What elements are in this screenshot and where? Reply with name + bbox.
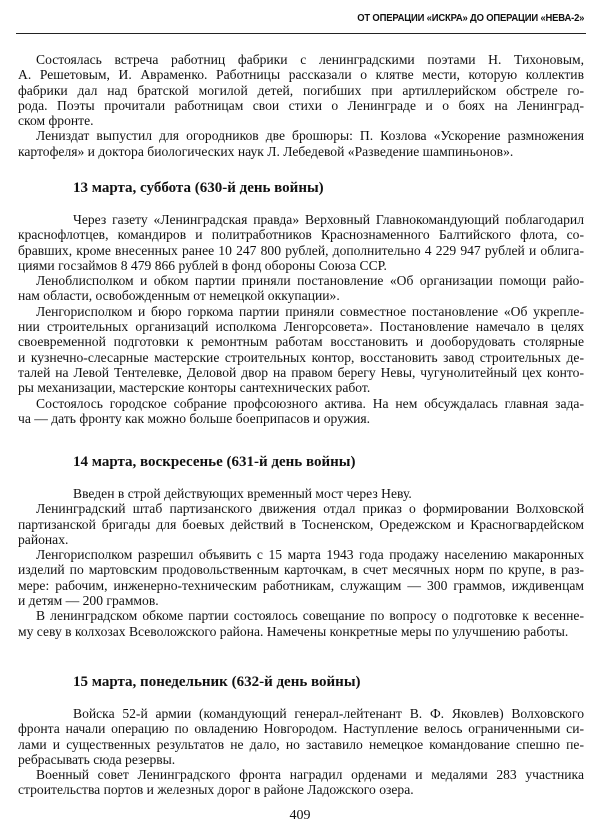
text-line: Ленгорисполком и бюро горкома партии приняли совместное постановление «Об укрепле- bbox=[36, 303, 584, 319]
text-line: краснофлотцев, командиров и политработников Краснознаменного Балтийского флота, со- bbox=[18, 227, 584, 243]
running-header: ОТ ОПЕРАЦИИ «ИСКРА» ДО ОПЕРАЦИИ «НЕВА-2» bbox=[356, 12, 584, 24]
paragraph bbox=[18, 608, 584, 639]
text-line: Ленгорисполком разрешил объявить с 15 марта 1943 года продажу населению макаронных bbox=[36, 547, 584, 563]
text-line: ча — дать фронту как можно больше боеприпасов и оружия. bbox=[18, 410, 371, 426]
entry-heading-15-march: 15 марта, понедельник (632-й день войны) bbox=[73, 674, 361, 690]
text-line: А. Решетовым, И. Авраменко. Работницы рассказали о клятве мести, которую коллектив bbox=[18, 67, 584, 83]
paragraph bbox=[18, 396, 584, 427]
text-line: и детям — 200 граммов. bbox=[18, 593, 159, 609]
paragraph bbox=[18, 212, 584, 273]
paragraph bbox=[18, 304, 584, 396]
paragraph bbox=[18, 767, 584, 798]
text-line: Состоялась встреча работниц фабрики с ленинградскими поэтами Н. Тихоновым, bbox=[36, 52, 584, 67]
text-line: циями госзаймов 8 479 866 рублей в фонд обороны Союза ССР. bbox=[18, 257, 387, 273]
paragraph bbox=[18, 273, 584, 304]
text-line: строительства портов и железных дорог в районе Ладожского озера. bbox=[18, 782, 414, 798]
text-line: Леноблисполком и обком партии приняли постановление «Об организации помощи райо- bbox=[36, 273, 584, 289]
text-line: изделий по мартовским продовольственным карточкам, в счет месячных норм по крупе, в раз- bbox=[18, 562, 584, 578]
text-line: му севу в колхозах Всеволожского района. Намечены конкретные меры по улучшению работы. bbox=[18, 623, 569, 639]
paragraph bbox=[18, 706, 584, 767]
text-line: ры механизации, мастерские конторы сантехнических работ. bbox=[18, 380, 371, 396]
text-line: картофеля» и доктора биологических наук Л. Лебедевой «Разведение шампиньонов». bbox=[18, 143, 514, 159]
entry-heading-14-march: 14 марта, воскресенье (631-й день войны) bbox=[73, 454, 356, 470]
paragraph bbox=[18, 52, 584, 128]
text-line: Военный совет Ленинградского фронта наградил орденами и медалями 283 участника bbox=[36, 767, 584, 783]
text-line: рода. Поэты прочитали работницам свои стихи о Ленинграде и о боях на Ленинград- bbox=[18, 97, 584, 113]
text-line: фабрики дал над братской могилой детей, погибших при артиллерийском обстреле го- bbox=[18, 82, 584, 98]
intro-section bbox=[18, 52, 584, 159]
text-line: лами и существенных результатов не дало, но заставило немецкое командование спешно пе- bbox=[18, 736, 584, 752]
text-line: Введен в строй действующих временный мост через Неву. bbox=[73, 486, 412, 501]
paragraph bbox=[18, 501, 584, 547]
page-number: 409 bbox=[289, 808, 311, 823]
text-line: и кузнечно-слесарные мастерские строительных контор, восстановить завод строительных де- bbox=[18, 349, 584, 365]
text-line: партизанской бригады для боевых действий в Тосненском, Оредежском и Красногвардейском bbox=[18, 516, 584, 532]
entry-13-march bbox=[18, 212, 584, 426]
text-line: нии строительных организаций исполкома Ленгорсовета». Постановление намечало в целях bbox=[18, 319, 584, 335]
text-line: своевременной подготовки к ремонтным работам восстановить и дооборудовать столярные bbox=[18, 334, 584, 350]
entry-heading-13-march: 13 марта, суббота (630-й день войны) bbox=[73, 180, 324, 196]
paragraph bbox=[18, 128, 584, 159]
text-line: Ленинградский штаб партизанского движения отдал приказ о формировании Волховской bbox=[36, 501, 584, 517]
text-line: Войска 52-й армии (командующий генерал-лейтенант В. Ф. Яковлев) Волховского bbox=[73, 706, 584, 721]
entry-15-march bbox=[18, 706, 584, 798]
text-line: Через газету «Ленинградская правда» Верховный Главнокомандующий поблагодарил bbox=[73, 212, 584, 227]
text-line: нам области, освобожденным от немецкой оккупации». bbox=[18, 288, 340, 304]
text-line: районах. bbox=[18, 531, 69, 547]
paragraph bbox=[18, 486, 584, 501]
text-line: Лениздат выпустил для огородников две брошюры: П. Козлова «Ускорение размножения bbox=[36, 128, 584, 144]
entry-14-march bbox=[18, 486, 584, 639]
text-line: В ленинградском обкоме партии состоялось совещание по вопросу о подготовке к весенне- bbox=[36, 608, 584, 624]
text-line: ребрасывать сюда резервы. bbox=[18, 751, 176, 767]
paragraph bbox=[18, 547, 584, 608]
text-line: Состоялось городское собрание профсоюзного актива. На нем обсуждалась главная зада- bbox=[36, 395, 584, 411]
text-line: мере: рабочим, инженерно-техническим работникам, служащим — 300 граммов, иждивенцам bbox=[18, 577, 584, 593]
text-line: фронта начали операцию по овладению Новгородом. Наступление велось ограниченными си- bbox=[18, 721, 584, 737]
header-rule bbox=[16, 33, 586, 34]
text-line: бравших, кроме внесенных ранее 10 247 800 рублей, дополнительно 4 229 947 рублей и облига- bbox=[18, 242, 584, 258]
text-line: талей на Левой Тентелевке, Деловой двор на правом берегу Невы, чугунолитейный цех конто- bbox=[18, 364, 584, 380]
text-line: ском фронте. bbox=[18, 113, 94, 129]
